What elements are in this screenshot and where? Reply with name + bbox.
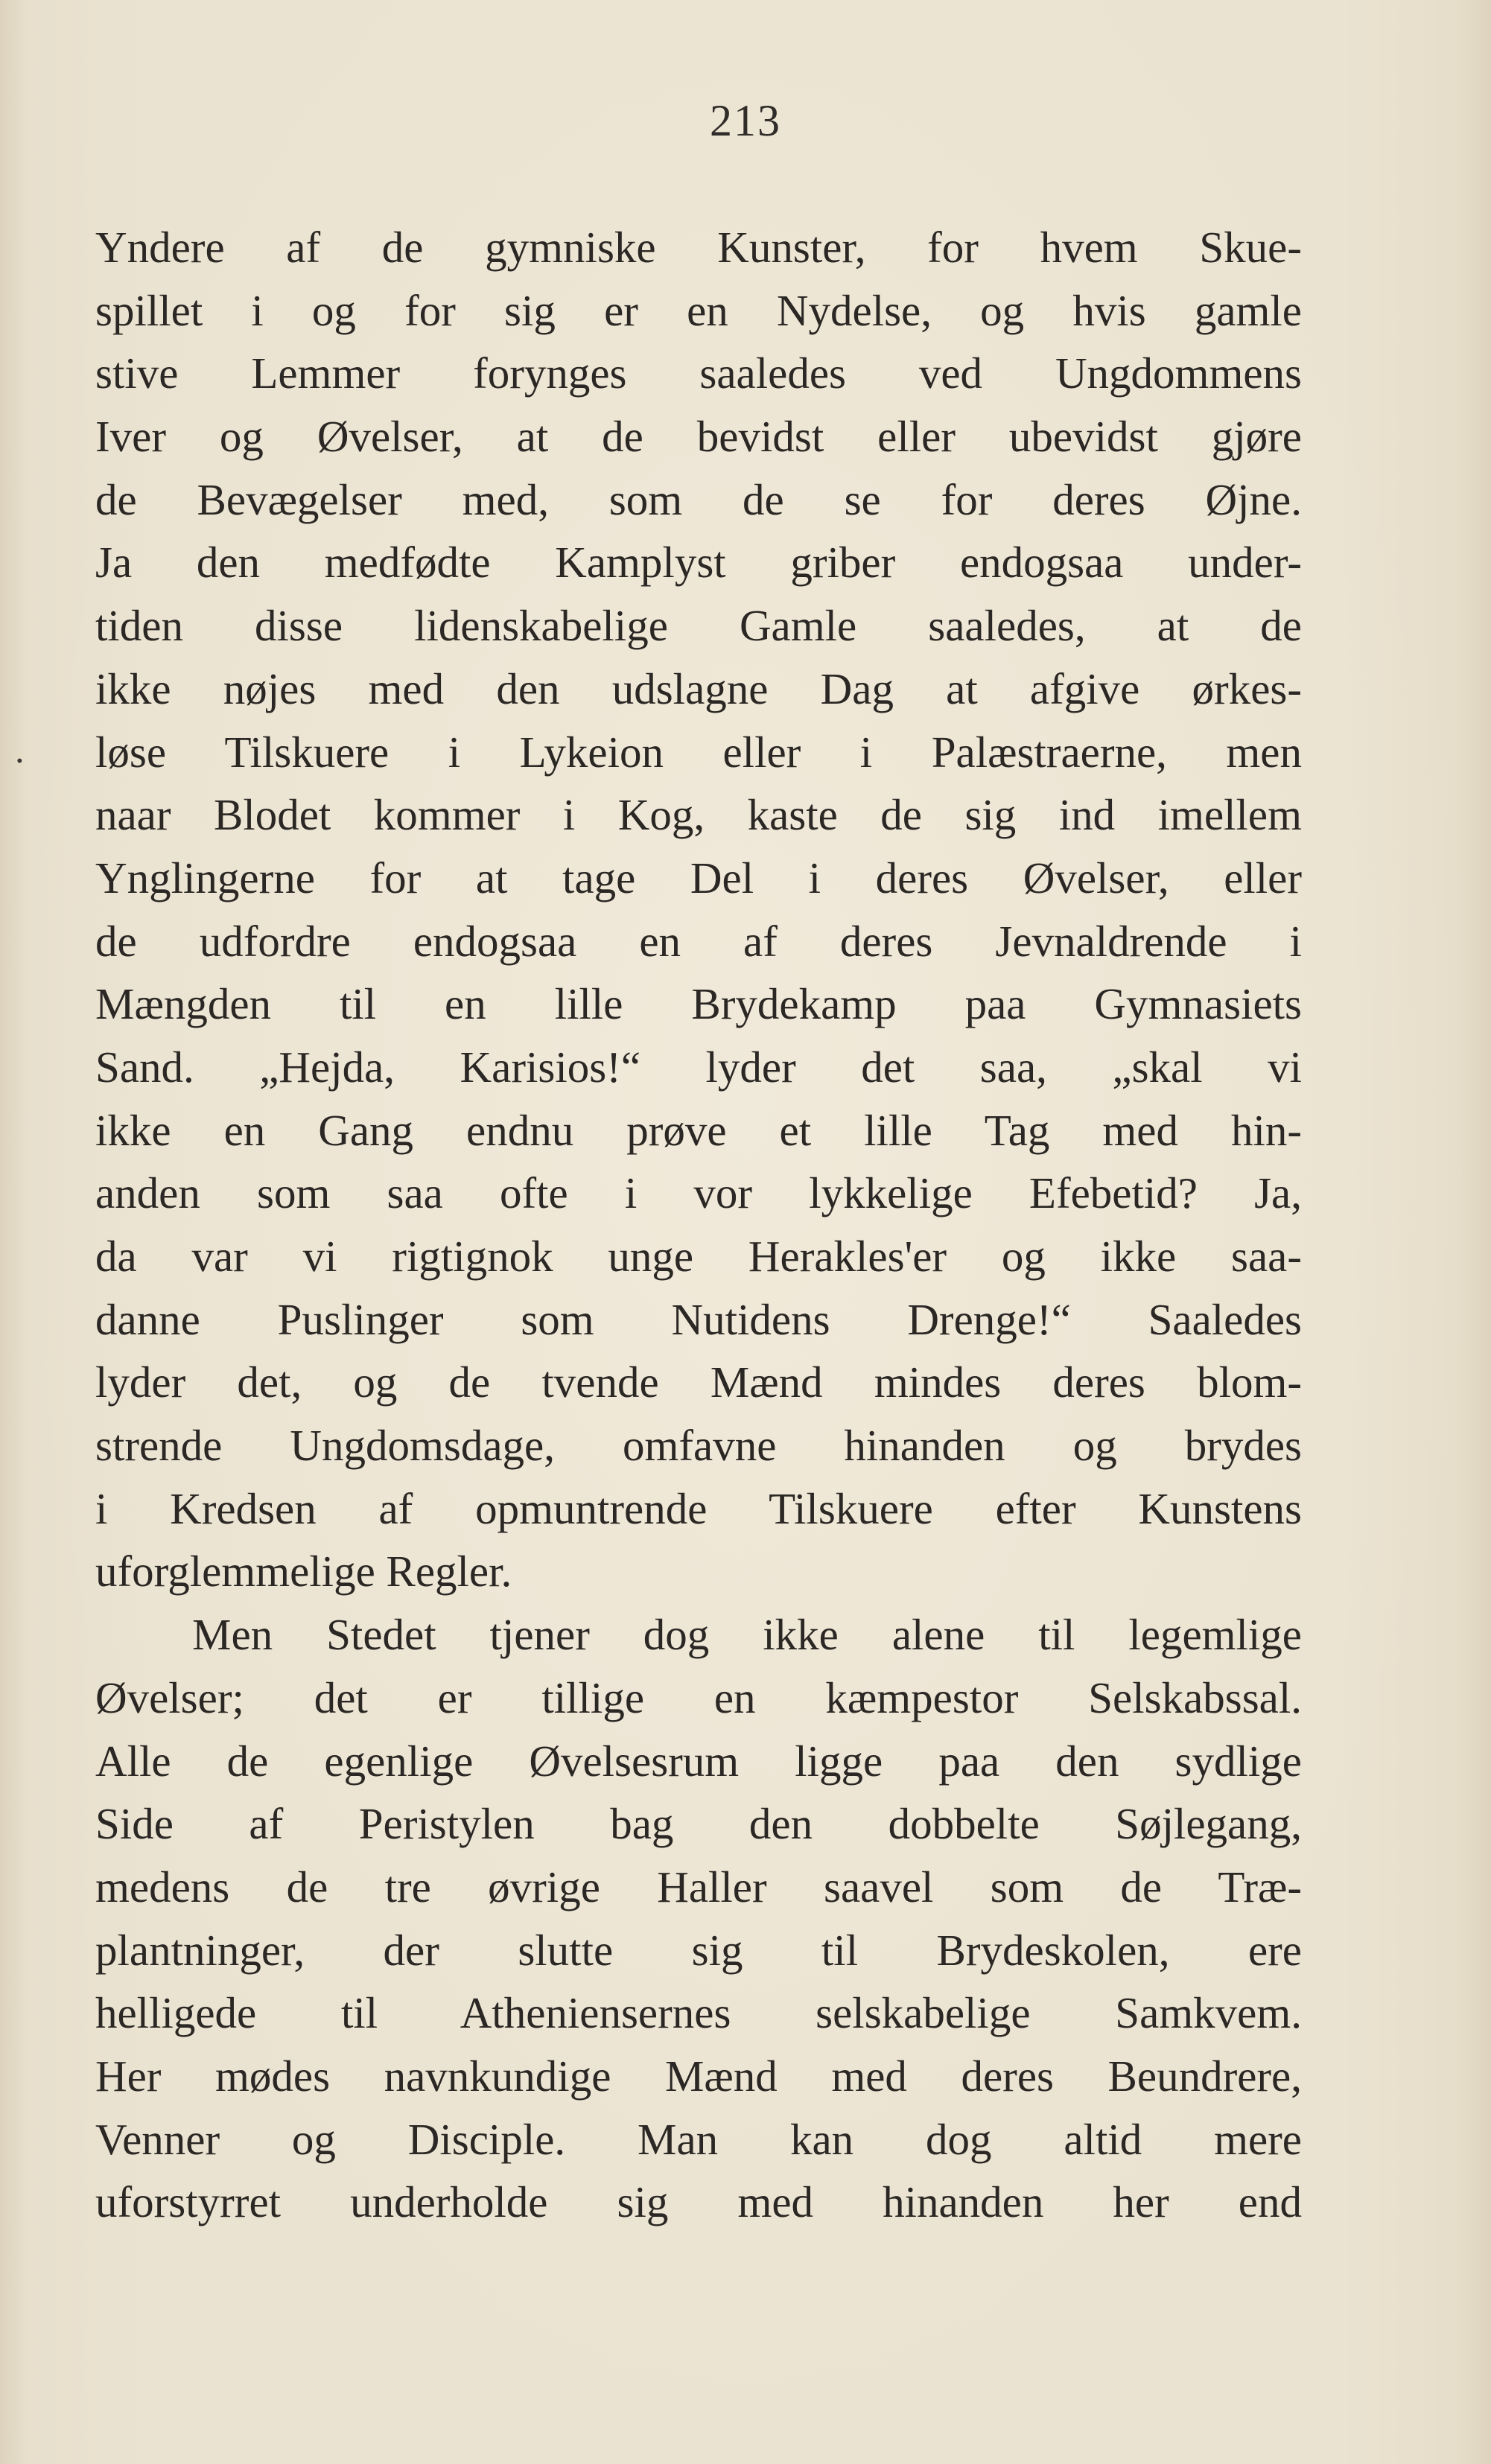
text-line: medens de tre øvrige Haller saavel som de Træ- xyxy=(95,1862,1302,1911)
page-number: 213 xyxy=(710,96,781,145)
text-line: Yndere af de gymniske Kunster, for hvem Skue- xyxy=(95,223,1302,272)
text-line: i Kredsen af opmuntrende Tilskuere efter Kunstens xyxy=(95,1483,1302,1533)
text-line: de udfordre endogsaa en af deres Jevnaldrende i xyxy=(95,916,1302,966)
text-line: naar Blodet kommer i Kog, kaste de sig ind imellem xyxy=(95,790,1302,840)
text-line: tiden disse lidenskabelige Gamle saaledes, at de xyxy=(95,601,1302,651)
text-line: Mængden til en lille Brydekamp paa Gymnasiets xyxy=(95,979,1302,1029)
text-line: danne Puslinger som Nutidens Drenge!“ Saaledes xyxy=(95,1294,1302,1344)
text-line: lyder det, og de tvende Mænd mindes deres blom- xyxy=(95,1357,1302,1407)
text-line: stive Lemmer forynges saaledes ved Ungdommens xyxy=(95,348,1302,398)
text-line: Ynglingerne for at tage Del i deres Øvelser, eller xyxy=(95,853,1302,902)
text-line: Iver og Øvelser, at de bevidst eller ubevidst gjøre xyxy=(95,412,1302,462)
text-line: ikke nøjes med den udslagne Dag at afgive ørkes- xyxy=(95,663,1302,713)
text-line: løse Tilskuere i Lykeion eller i Palæstraerne, men xyxy=(95,727,1302,777)
text-line: anden som saa ofte i vor lykkelige Efebetid? Ja, xyxy=(95,1168,1302,1218)
text-line: Side af Peristylen bag den dobbelte Søjlegang, xyxy=(95,1799,1302,1849)
text-line: plantninger, der slutte sig til Brydeskolen, ere xyxy=(95,1925,1302,1975)
text-line: da var vi rigtignok unge Herakles'er og ikke saa- xyxy=(95,1232,1302,1281)
text-line: Ja den medfødte Kamplyst griber endogsaa under- xyxy=(95,538,1302,588)
text-line: Sand. „Hejda, Karisios!“ lyder det saa, „skal vi xyxy=(95,1042,1302,1092)
text-line: Her mødes navnkundige Mænd med deres Beundrere, xyxy=(95,2051,1302,2101)
text-line: Øvelser; det er tillige en kæmpestor Selskabssal. xyxy=(95,1672,1302,1722)
text-line: uforglemmelige Regler. xyxy=(95,1547,512,1596)
text-line: Venner og Disciple. Man kan dog altid mere xyxy=(95,2114,1302,2164)
text-line: ikke en Gang endnu prøve et lille Tag med hin- xyxy=(95,1105,1302,1155)
text-line: uforstyrret underholde sig med hinanden her end xyxy=(95,2177,1302,2227)
margin-mark: · xyxy=(13,739,26,781)
body-text xyxy=(95,216,1302,2234)
text-line: strende Ungdomsdage, omfavne hinanden og brydes xyxy=(95,1421,1302,1471)
paragraph-start-line: Men Stedet tjener dog ikke alene til legemlige xyxy=(192,1610,1302,1660)
text-line: helligede til Atheniensernes selskabelige Samkvem. xyxy=(95,1988,1302,2038)
text-line: spillet i og for sig er en Nydelse, og hvis gamle xyxy=(95,285,1302,335)
text-line: de Bevægelser med, som de se for deres Øjne. xyxy=(95,474,1302,524)
text-line: Alle de egenlige Øvelsesrum ligge paa den sydlige xyxy=(95,1736,1302,1786)
